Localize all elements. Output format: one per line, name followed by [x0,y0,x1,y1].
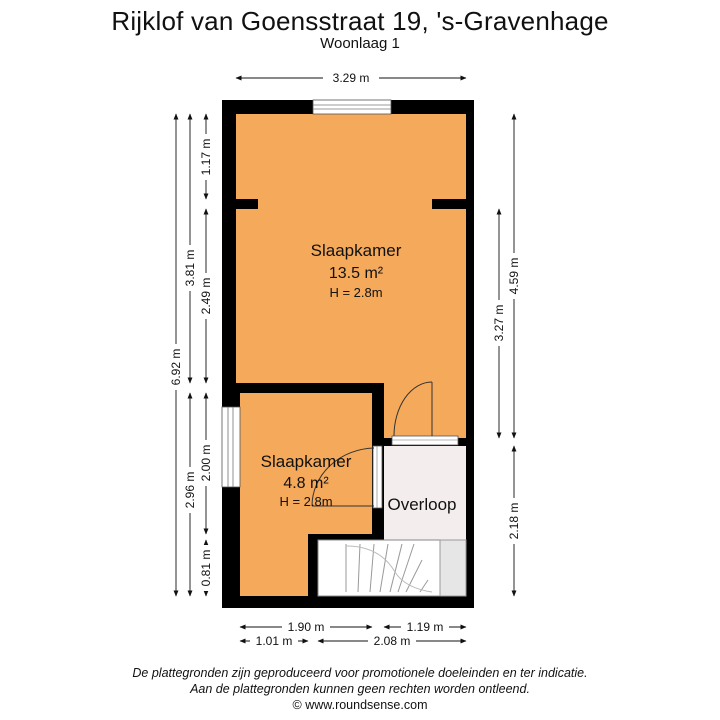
dim-label-inner-bottom [199,545,213,591]
dim-bottom-right-b: 2.08 m [373,634,411,648]
staircase [318,540,466,596]
dim-inner-lower: 2.00 m [199,444,213,482]
dim-right-upper: 4.59 m [507,257,521,295]
dim-left-lower: 2.96 m [183,471,197,509]
bedroom-large-area: 13.5 m² [328,265,384,282]
dim-label-inner-mid [199,273,213,319]
window-top [313,100,391,114]
dim-right-lower: 2.18 m [507,502,521,540]
dim-left-total: 6.92 m [169,348,183,386]
floor-subtitle: Woonlaag 1 [320,35,400,52]
dim-inner-bottom: 0.81 m [199,549,213,587]
dim-label-bottom-right-b [368,634,416,649]
dim-left-upper: 3.81 m [183,249,197,287]
dim-label-top [323,70,379,86]
dim-inner-mid: 2.49 m [199,277,213,315]
bedroom-small-area: 4.8 m² [283,475,329,492]
dim-bottom-left-b: 1.01 m [255,634,293,648]
dim-label-bottom-right-a [401,619,449,634]
wall-stub-right [432,199,466,209]
bedroom-large-height: H = 2.8m [329,285,383,300]
wall-stub-left [236,199,258,209]
dim-label-inner-top [199,134,213,180]
dim-label-bottom-left-a [282,619,330,634]
bedroom-small-name: Slaapkamer [260,452,352,471]
copyright-link[interactable]: © www.roundsense.com [292,698,428,712]
dim-top-width: 3.29 m [332,71,370,85]
bedroom-large-name: Slaapkamer [310,241,402,260]
dim-label-right-inner [492,300,506,346]
dim-bottom-right-a: 1.19 m [406,620,444,634]
dim-bottom-left-a: 1.90 m [287,620,325,634]
dim-label-left-lower [183,467,197,513]
dim-label-left-total [169,344,183,390]
dim-label-right-upper [507,253,521,299]
dim-label-inner-lower [199,440,213,486]
dim-label-left-upper [183,245,197,291]
landing-name: Overloop [387,495,457,514]
disclaimer-line-2: Aan de plattegronden kunnen geen rechten worden ontleend. [190,682,530,696]
window-left [222,407,240,487]
dim-inner-top: 1.17 m [199,138,213,176]
plan-title: Rijklof van Goensstraat 19, 's-Gravenhage [111,6,609,36]
bedroom-small-height: H = 2.8m [279,494,333,509]
dim-label-bottom-left-b [250,634,298,649]
dim-label-right-lower [507,498,521,544]
room-landing [384,446,466,540]
dim-right-inner: 3.27 m [492,304,506,342]
disclaimer-line-1: De plattegronden zijn geproduceerd voor promotionele doeleinden en ter indicatie. [132,666,588,680]
